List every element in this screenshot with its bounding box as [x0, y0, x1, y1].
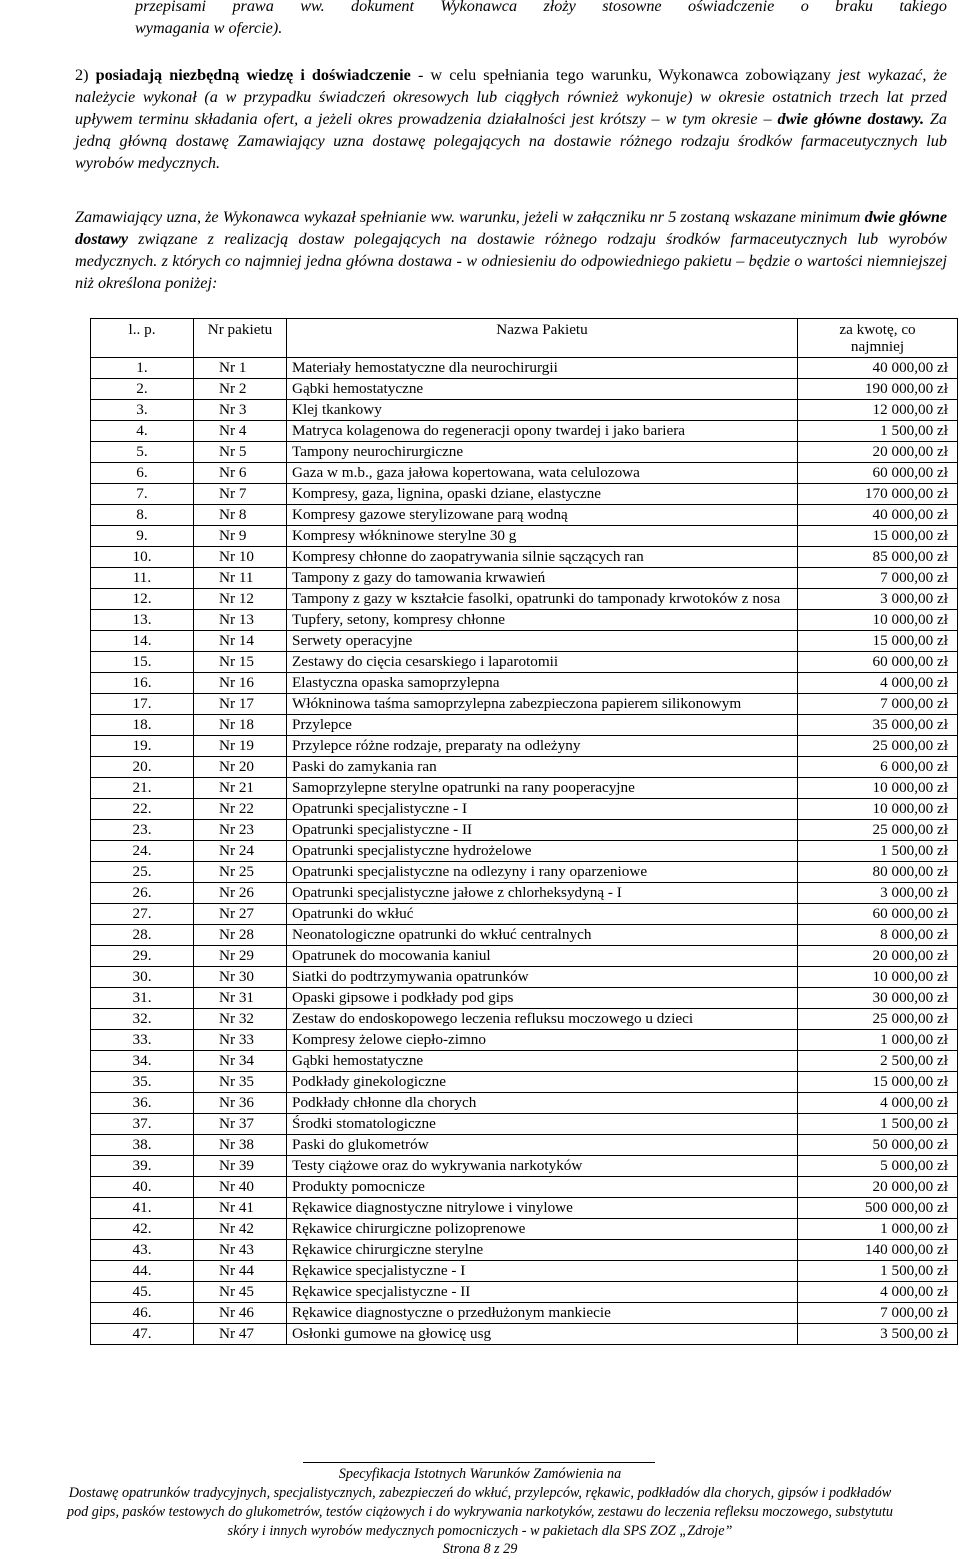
row-amount: 7 000,00 zł — [798, 568, 958, 589]
row-nr: Nr 47 — [194, 1324, 287, 1345]
footer-title: Specyfikacja Istotnych Warunków Zamówienia na — [338, 1466, 622, 1482]
table-row — [91, 484, 958, 505]
condition-tail: Za jedną główną dostawę Zamawiający uzna dostawę polegających na dostawie różnego rodzaju środków farmaceutycznych lub wyrobów medycznych. — [75, 110, 947, 172]
table-row — [91, 505, 958, 526]
row-name: Neonatologiczne opatrunki do wkłuć centralnych — [287, 925, 798, 946]
row-lp: 9. — [91, 526, 194, 547]
header-amount — [798, 319, 958, 358]
table-row — [91, 526, 958, 547]
row-nr: Nr 41 — [194, 1198, 287, 1219]
row-nr: Nr 33 — [194, 1030, 287, 1051]
row-name: Samoprzylepne sterylne opatrunki na rany pooperacyjne — [287, 778, 798, 799]
row-nr: Nr 22 — [194, 799, 287, 820]
table-row — [91, 1240, 958, 1261]
row-amount: 10 000,00 zł — [798, 610, 958, 631]
row-amount: 5 000,00 zł — [798, 1156, 958, 1177]
row-nr: Nr 40 — [194, 1177, 287, 1198]
row-lp: 14. — [91, 631, 194, 652]
row-lp: 22. — [91, 799, 194, 820]
row-nr: Nr 19 — [194, 736, 287, 757]
row-lp: 8. — [91, 505, 194, 526]
row-amount: 60 000,00 zł — [798, 463, 958, 484]
row-name: Matryca kolagenowa do regeneracji opony twardej i jako bariera — [287, 421, 798, 442]
row-name: Tampony z gazy do tamowania krwawień — [287, 568, 798, 589]
row-name: Paski do glukometrów — [287, 1135, 798, 1156]
row-name: Gaza w m.b., gaza jałowa kopertowana, wata celulozowa — [287, 463, 798, 484]
row-lp: 13. — [91, 610, 194, 631]
table-row — [91, 358, 958, 379]
row-nr: Nr 20 — [194, 757, 287, 778]
row-name: Opatrunki specjalistyczne na odlezyny i rany oparzeniowe — [287, 862, 798, 883]
table-row — [91, 442, 958, 463]
row-name: Zestawy do cięcia cesarskiego i laparotomii — [287, 652, 798, 673]
row-name: Testy ciążowe oraz do wykrywania narkotyków — [287, 1156, 798, 1177]
row-amount: 4 000,00 zł — [798, 673, 958, 694]
table-row — [91, 568, 958, 589]
row-name: Elastyczna opaska samoprzylepna — [287, 673, 798, 694]
row-name: Kompresy chłonne do zaopatrywania silnie sączących ran — [287, 547, 798, 568]
row-lp: 3. — [91, 400, 194, 421]
condition-bold-end: dwie główne dostawy. — [777, 110, 925, 128]
table-row — [91, 757, 958, 778]
table-row — [91, 904, 958, 925]
row-lp: 2. — [91, 379, 194, 400]
intro-line-1: przepisami prawa ww. dokument Wykonawca złoży stosowne oświadczenie o braku takiego — [135, 0, 947, 15]
row-lp: 23. — [91, 820, 194, 841]
page-number: Strona 8 z 29 — [442, 1541, 518, 1557]
row-lp: 37. — [91, 1114, 194, 1135]
row-name: Tupfery, setony, kompresy chłonne — [287, 610, 798, 631]
row-name: Zestaw do endoskopowego leczenia refluksu moczowego u dzieci — [287, 1009, 798, 1030]
row-nr: Nr 15 — [194, 652, 287, 673]
row-lp: 34. — [91, 1051, 194, 1072]
row-nr: Nr 6 — [194, 463, 287, 484]
row-name: Rękawice chirurgiczne sterylne — [287, 1240, 798, 1261]
row-nr: Nr 12 — [194, 589, 287, 610]
row-amount: 4 000,00 zł — [798, 1093, 958, 1114]
row-lp: 16. — [91, 673, 194, 694]
condition-intro: - w celu spełniania tego warunku, Wykonawca zobowiązany — [410, 66, 831, 84]
footer-line-4: skóry i innych wyrobów medycznych pomocniczych - w pakietach dla SPS ZOZ „Zdroje” — [227, 1523, 733, 1539]
row-lp: 11. — [91, 568, 194, 589]
table-row — [91, 778, 958, 799]
footer-rule — [303, 1462, 655, 1463]
table-row — [91, 988, 958, 1009]
row-name: Włókninowa taśma samoprzylepna zabezpieczona papierem silikonowym — [287, 694, 798, 715]
row-name: Podkłady ginekologiczne — [287, 1072, 798, 1093]
row-nr: Nr 7 — [194, 484, 287, 505]
row-name: Gąbki hemostatyczne — [287, 379, 798, 400]
row-name: Rękawice chirurgiczne polizoprenowe — [287, 1219, 798, 1240]
table-row — [91, 610, 958, 631]
table-row — [91, 673, 958, 694]
row-amount: 3 500,00 zł — [798, 1324, 958, 1345]
row-name: Opatrunki specjalistyczne jałowe z chlorheksydyną - I — [287, 883, 798, 904]
row-name: Przylepce — [287, 715, 798, 736]
row-name: Przylepce różne rodzaje, preparaty na odleżyny — [287, 736, 798, 757]
table-row — [91, 463, 958, 484]
item-number: 2) — [75, 66, 89, 84]
row-nr: Nr 2 — [194, 379, 287, 400]
row-nr: Nr 5 — [194, 442, 287, 463]
row-nr: Nr 24 — [194, 841, 287, 862]
row-amount: 7 000,00 zł — [798, 1303, 958, 1324]
row-lp: 26. — [91, 883, 194, 904]
header-amount-line1: za kwotę, co — [839, 321, 916, 338]
knowledge-paragraph — [75, 64, 947, 174]
row-amount: 1 500,00 zł — [798, 841, 958, 862]
row-nr: Nr 43 — [194, 1240, 287, 1261]
row-lp: 28. — [91, 925, 194, 946]
row-name: Klej tkankowy — [287, 400, 798, 421]
row-amount: 20 000,00 zł — [798, 442, 958, 463]
row-nr: Nr 39 — [194, 1156, 287, 1177]
table-row — [91, 1093, 958, 1114]
table-row — [91, 1051, 958, 1072]
row-lp: 19. — [91, 736, 194, 757]
row-lp: 44. — [91, 1261, 194, 1282]
row-amount: 3 000,00 zł — [798, 883, 958, 904]
row-name: Opaski gipsowe i podkłady pod gips — [287, 988, 798, 1009]
row-nr: Nr 8 — [194, 505, 287, 526]
condition-text: jest wykazać, że należycie wykonał (a w przypadku świadczeń okresowych lub ciągłych również wykonuje) w okresie ostatnich trzech lat przed upływem terminu składania ofert, a jeżeli okres prowadzenia działalności jest krótszy – w tym okresie – — [75, 66, 947, 128]
table-row — [91, 715, 958, 736]
row-lp: 4. — [91, 421, 194, 442]
row-lp: 27. — [91, 904, 194, 925]
table-row — [91, 631, 958, 652]
row-amount: 4 000,00 zł — [798, 1282, 958, 1303]
table-row — [91, 883, 958, 904]
row-lp: 39. — [91, 1156, 194, 1177]
row-amount: 15 000,00 zł — [798, 631, 958, 652]
table-row — [91, 820, 958, 841]
row-nr: Nr 3 — [194, 400, 287, 421]
fulfillment-paragraph — [75, 206, 947, 294]
row-lp: 36. — [91, 1093, 194, 1114]
table-row — [91, 379, 958, 400]
row-nr: Nr 13 — [194, 610, 287, 631]
row-amount: 190 000,00 zł — [798, 379, 958, 400]
table-row — [91, 589, 958, 610]
table-row — [91, 547, 958, 568]
row-nr: Nr 44 — [194, 1261, 287, 1282]
row-nr: Nr 25 — [194, 862, 287, 883]
row-lp: 5. — [91, 442, 194, 463]
row-lp: 43. — [91, 1240, 194, 1261]
row-amount: 15 000,00 zł — [798, 526, 958, 547]
row-nr: Nr 34 — [194, 1051, 287, 1072]
table-row — [91, 925, 958, 946]
row-name: Tampony neurochirurgiczne — [287, 442, 798, 463]
row-lp: 24. — [91, 841, 194, 862]
row-amount: 20 000,00 zł — [798, 1177, 958, 1198]
table-row — [91, 1177, 958, 1198]
table-header-row — [91, 319, 958, 358]
row-amount: 7 000,00 zł — [798, 694, 958, 715]
intro-paragraph — [135, 0, 947, 39]
row-name: Rękawice specjalistyczne - I — [287, 1261, 798, 1282]
row-amount: 60 000,00 zł — [798, 904, 958, 925]
row-name: Opatrunki do wkłuć — [287, 904, 798, 925]
row-lp: 30. — [91, 967, 194, 988]
row-amount: 6 000,00 zł — [798, 757, 958, 778]
table-row — [91, 1135, 958, 1156]
row-nr: Nr 38 — [194, 1135, 287, 1156]
row-name: Podkłady chłonne dla chorych — [287, 1093, 798, 1114]
row-amount: 3 000,00 zł — [798, 589, 958, 610]
row-name: Rękawice diagnostyczne nitrylowe i vinylowe — [287, 1198, 798, 1219]
row-name: Opatrunek do mocowania kaniul — [287, 946, 798, 967]
row-name: Kompresy, gaza, lignina, opaski dziane, elastyczne — [287, 484, 798, 505]
header-name: Nazwa Pakietu — [287, 319, 798, 358]
row-amount: 35 000,00 zł — [798, 715, 958, 736]
row-nr: Nr 14 — [194, 631, 287, 652]
condition-heading: posiadają niezbędną wiedzę i doświadczenie — [95, 66, 411, 84]
row-nr: Nr 37 — [194, 1114, 287, 1135]
row-amount: 15 000,00 zł — [798, 1072, 958, 1093]
table-row — [91, 1198, 958, 1219]
row-amount: 60 000,00 zł — [798, 652, 958, 673]
row-amount: 10 000,00 zł — [798, 967, 958, 988]
row-name: Tampony z gazy w kształcie fasolki, opatrunki do tamponady krwotoków z nosa — [287, 589, 798, 610]
table-row — [91, 1303, 958, 1324]
row-nr: Nr 23 — [194, 820, 287, 841]
row-lp: 42. — [91, 1219, 194, 1240]
row-nr: Nr 21 — [194, 778, 287, 799]
row-lp: 47. — [91, 1324, 194, 1345]
row-nr: Nr 16 — [194, 673, 287, 694]
row-name: Kompresy żelowe ciepło-zimno — [287, 1030, 798, 1051]
row-name: Rękawice diagnostyczne o przedłużonym mankiecie — [287, 1303, 798, 1324]
table-body — [91, 358, 958, 1345]
row-lp: 46. — [91, 1303, 194, 1324]
row-lp: 10. — [91, 547, 194, 568]
table-row — [91, 1324, 958, 1345]
row-nr: Nr 11 — [194, 568, 287, 589]
row-name: Rękawice specjalistyczne - II — [287, 1282, 798, 1303]
row-name: Gąbki hemostatyczne — [287, 1051, 798, 1072]
row-lp: 25. — [91, 862, 194, 883]
row-lp: 41. — [91, 1198, 194, 1219]
row-nr: Nr 42 — [194, 1219, 287, 1240]
footer-line-3: pod gips, pasków testowych do glukometrów, testów ciążowych i do wykrywania narkotyków, zestawu do leczenia refleksu moczowego, substytutu — [66, 1504, 894, 1520]
row-amount: 140 000,00 zł — [798, 1240, 958, 1261]
row-name: Paski do zamykania ran — [287, 757, 798, 778]
row-lp: 33. — [91, 1030, 194, 1051]
row-lp: 35. — [91, 1072, 194, 1093]
row-lp: 20. — [91, 757, 194, 778]
row-name: Osłonki gumowe na głowicę usg — [287, 1324, 798, 1345]
table-row — [91, 1156, 958, 1177]
row-name: Opatrunki specjalistyczne - I — [287, 799, 798, 820]
row-name: Opatrunki specjalistyczne hydrożelowe — [287, 841, 798, 862]
row-amount: 1 000,00 zł — [798, 1219, 958, 1240]
row-lp: 29. — [91, 946, 194, 967]
row-lp: 45. — [91, 1282, 194, 1303]
table-row — [91, 736, 958, 757]
table-row — [91, 946, 958, 967]
header-nr: Nr pakietu — [194, 319, 287, 358]
row-nr: Nr 26 — [194, 883, 287, 904]
row-name: Opatrunki specjalistyczne - II — [287, 820, 798, 841]
row-nr: Nr 46 — [194, 1303, 287, 1324]
table-row — [91, 1219, 958, 1240]
row-nr: Nr 1 — [194, 358, 287, 379]
package-table — [90, 318, 958, 1345]
row-lp: 31. — [91, 988, 194, 1009]
row-name: Produkty pomocnicze — [287, 1177, 798, 1198]
table-row — [91, 400, 958, 421]
row-amount: 1 000,00 zł — [798, 1030, 958, 1051]
row-amount: 50 000,00 zł — [798, 1135, 958, 1156]
row-amount: 25 000,00 zł — [798, 736, 958, 757]
fulfillment-text-a: Zamawiający uzna, że Wykonawca wykazał spełnianie ww. warunku, jeżeli w załączniku nr 5 zostaną wskazane minimum — [75, 208, 865, 226]
row-nr: Nr 31 — [194, 988, 287, 1009]
row-lp: 7. — [91, 484, 194, 505]
row-amount: 40 000,00 zł — [798, 505, 958, 526]
row-amount: 2 500,00 zł — [798, 1051, 958, 1072]
row-amount: 25 000,00 zł — [798, 820, 958, 841]
row-lp: 12. — [91, 589, 194, 610]
row-amount: 170 000,00 zł — [798, 484, 958, 505]
row-nr: Nr 18 — [194, 715, 287, 736]
row-nr: Nr 45 — [194, 1282, 287, 1303]
row-name: Kompresy włókninowe sterylne 30 g — [287, 526, 798, 547]
row-name: Kompresy gazowe sterylizowane parą wodną — [287, 505, 798, 526]
row-lp: 6. — [91, 463, 194, 484]
table-row — [91, 1114, 958, 1135]
table-row — [91, 1009, 958, 1030]
row-lp: 21. — [91, 778, 194, 799]
row-amount: 30 000,00 zł — [798, 988, 958, 1009]
row-lp: 17. — [91, 694, 194, 715]
table-row — [91, 652, 958, 673]
row-amount: 25 000,00 zł — [798, 1009, 958, 1030]
header-amount-line2: najmniej — [850, 337, 905, 355]
table-row — [91, 1261, 958, 1282]
table-row — [91, 1282, 958, 1303]
row-nr: Nr 35 — [194, 1072, 287, 1093]
table-row — [91, 1072, 958, 1093]
row-amount: 12 000,00 zł — [798, 400, 958, 421]
table-row — [91, 862, 958, 883]
row-lp: 1. — [91, 358, 194, 379]
row-name: Siatki do podtrzymywania opatrunków — [287, 967, 798, 988]
row-amount: 10 000,00 zł — [798, 778, 958, 799]
row-name: Środki stomatologiczne — [287, 1114, 798, 1135]
row-name: Serwety operacyjne — [287, 631, 798, 652]
fulfillment-text-b: związane z realizacją dostaw polegających na dostawie różnego rodzaju środków farmaceutycznych lub wyrobów medycznych. z których co najmniej jedna główna dostawa - w odniesieniu do odpowiedniego pakietu – będzie o wartości niemniejszej niż określona poniżej: — [75, 230, 947, 292]
intro-line-2: wymagania w ofercie). — [135, 19, 283, 37]
table-row — [91, 799, 958, 820]
row-amount: 80 000,00 zł — [798, 862, 958, 883]
row-amount: 1 500,00 zł — [798, 421, 958, 442]
row-amount: 500 000,00 zł — [798, 1198, 958, 1219]
row-name: Materiały hemostatyczne dla neurochirurgii — [287, 358, 798, 379]
table-row — [91, 1030, 958, 1051]
row-amount: 8 000,00 zł — [798, 925, 958, 946]
row-amount: 20 000,00 zł — [798, 946, 958, 967]
row-nr: Nr 17 — [194, 694, 287, 715]
row-lp: 18. — [91, 715, 194, 736]
row-amount: 85 000,00 zł — [798, 547, 958, 568]
row-lp: 15. — [91, 652, 194, 673]
row-amount: 10 000,00 zł — [798, 799, 958, 820]
row-nr: Nr 30 — [194, 967, 287, 988]
header-lp: l.. p. — [91, 319, 194, 358]
table-row — [91, 421, 958, 442]
row-nr: Nr 9 — [194, 526, 287, 547]
row-nr: Nr 36 — [194, 1093, 287, 1114]
row-lp: 40. — [91, 1177, 194, 1198]
row-lp: 38. — [91, 1135, 194, 1156]
row-nr: Nr 28 — [194, 925, 287, 946]
fulfillment-bold: dwie główne dostawy — [75, 208, 948, 248]
row-amount: 1 500,00 zł — [798, 1261, 958, 1282]
row-amount: 1 500,00 zł — [798, 1114, 958, 1135]
row-nr: Nr 32 — [194, 1009, 287, 1030]
row-nr: Nr 4 — [194, 421, 287, 442]
footer-line-2: Dostawę opatrunków tradycyjnych, specjalistycznych, zabezpieczeń do wkłuć, przylepców, rękawic, podkładów dla chorych, gipsów i podkładów — [68, 1485, 892, 1501]
table-row — [91, 694, 958, 715]
table-row — [91, 841, 958, 862]
row-nr: Nr 27 — [194, 904, 287, 925]
table-row — [91, 967, 958, 988]
row-nr: Nr 29 — [194, 946, 287, 967]
row-nr: Nr 10 — [194, 547, 287, 568]
row-amount: 40 000,00 zł — [798, 358, 958, 379]
row-lp: 32. — [91, 1009, 194, 1030]
